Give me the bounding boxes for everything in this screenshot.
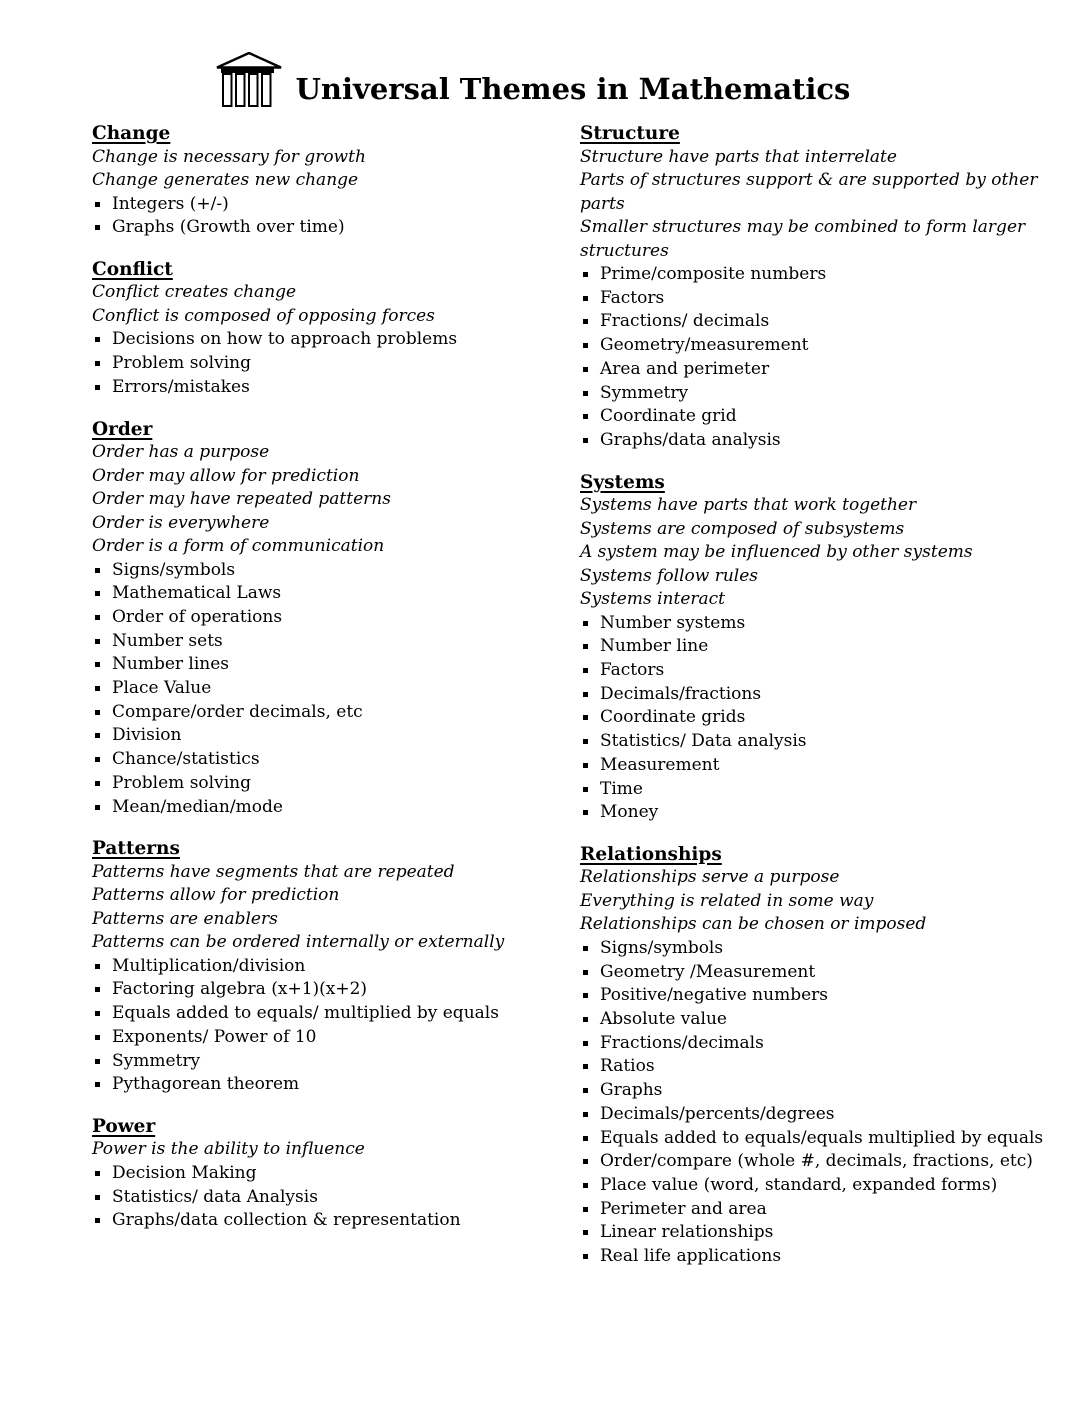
section-heading: Power bbox=[92, 1115, 156, 1137]
bullet-item: Order/compare (whole #, decimals, fractions, etc) bbox=[580, 1150, 1050, 1174]
bullet-item: Money bbox=[580, 801, 1050, 825]
bullet-item: Statistics/ data Analysis bbox=[92, 1186, 580, 1210]
bullet-item: Graphs/data analysis bbox=[580, 429, 1050, 453]
section-heading: Systems bbox=[580, 471, 665, 493]
section-patterns bbox=[92, 837, 580, 1097]
bullet-item: Prime/composite numbers bbox=[580, 263, 1050, 287]
bullet-list bbox=[580, 937, 1050, 1269]
bullet-list bbox=[92, 955, 580, 1097]
theme-statement: A system may be influenced by other systems bbox=[580, 542, 973, 563]
bullet-item: Order of operations bbox=[92, 606, 580, 630]
left-column bbox=[92, 122, 580, 1287]
section-relationships bbox=[580, 843, 1050, 1269]
section-conflict bbox=[92, 258, 580, 400]
theme-statement: Change generates new change bbox=[92, 170, 359, 190]
section-heading: Conflict bbox=[92, 258, 173, 280]
bullet-item: Mathematical Laws bbox=[92, 582, 580, 606]
bullet-item: Decisions on how to approach problems bbox=[92, 328, 580, 352]
bullet-item: Graphs/data collection & representation bbox=[92, 1209, 580, 1233]
bullet-item: Linear relationships bbox=[580, 1221, 1050, 1245]
bullet-item: Graphs (Growth over time) bbox=[92, 216, 580, 240]
bullet-list bbox=[92, 193, 580, 240]
bullet-list bbox=[92, 559, 580, 820]
section-heading: Change bbox=[92, 123, 171, 144]
bullet-item: Place Value bbox=[92, 677, 580, 701]
bullet-item: Number systems bbox=[580, 612, 1050, 636]
theme-statement: Smaller structures may be combined to form larger structures bbox=[580, 217, 1026, 261]
bullet-item: Number lines bbox=[92, 653, 580, 677]
section-power bbox=[92, 1115, 580, 1233]
theme-statement: Order has a purpose bbox=[92, 442, 270, 463]
bullet-item: Coordinate grids bbox=[580, 706, 1050, 730]
theme-statement: Systems interact bbox=[580, 589, 726, 610]
theme-statement: Relationships can be chosen or imposed bbox=[580, 914, 927, 935]
bullet-item: Geometry /Measurement bbox=[580, 961, 1050, 985]
bullet-item: Factors bbox=[580, 659, 1050, 683]
bullet-item: Compare/order decimals, etc bbox=[92, 701, 580, 725]
bullet-item: Number line bbox=[580, 635, 1050, 659]
section-heading: Patterns bbox=[92, 838, 180, 860]
theme-statement: Systems have parts that work together bbox=[580, 495, 917, 516]
bullet-item: Time bbox=[580, 778, 1050, 802]
bullet-item: Pythagorean theorem bbox=[92, 1073, 580, 1097]
bullet-item: Decimals/fractions bbox=[580, 683, 1050, 707]
bullet-list bbox=[92, 1162, 580, 1233]
bullet-item: Symmetry bbox=[92, 1050, 580, 1074]
theme-statement: Structure have parts that interrelate bbox=[580, 146, 897, 167]
bullet-item: Statistics/ Data analysis bbox=[580, 730, 1050, 754]
bullet-item: Problem solving bbox=[92, 352, 580, 376]
bullet-item: Equals added to equals/equals multiplied by equals bbox=[580, 1127, 1050, 1151]
bullet-item: Real life applications bbox=[580, 1245, 1050, 1269]
two-column-layout bbox=[92, 122, 1088, 1287]
bullet-item: Multiplication/division bbox=[92, 955, 580, 979]
document-header bbox=[72, 50, 992, 108]
bullet-item: Fractions/ decimals bbox=[580, 310, 1050, 334]
theme-statement: Change is necessary for growth bbox=[92, 146, 366, 167]
theme-statement: Power is the ability to influence bbox=[92, 1139, 365, 1160]
bullet-item: Signs/symbols bbox=[92, 559, 580, 583]
bullet-item: Division bbox=[92, 724, 580, 748]
bullet-item: Chance/statistics bbox=[92, 748, 580, 772]
bullet-list bbox=[580, 263, 1050, 453]
theme-statement: Systems are composed of subsystems bbox=[580, 518, 905, 539]
bullet-item: Problem solving bbox=[92, 772, 580, 796]
bullet-item: Ratios bbox=[580, 1055, 1050, 1079]
bullet-item: Decision Making bbox=[92, 1162, 580, 1186]
section-order bbox=[92, 418, 580, 820]
bullet-item: Geometry/measurement bbox=[580, 334, 1050, 358]
theme-statement: Patterns can be ordered internally or externally bbox=[92, 932, 505, 953]
bullet-item: Errors/mistakes bbox=[92, 376, 580, 400]
theme-statement: Patterns have segments that are repeated bbox=[92, 861, 455, 882]
theme-statement: Order is everywhere bbox=[92, 512, 270, 533]
bullet-item: Mean/median/mode bbox=[92, 796, 580, 820]
bullet-item: Factors bbox=[580, 287, 1050, 311]
bullet-item: Perimeter and area bbox=[580, 1198, 1050, 1222]
bullet-item: Graphs bbox=[580, 1079, 1050, 1103]
bullet-item: Positive/negative numbers bbox=[580, 984, 1050, 1008]
bullet-item: Exponents/ Power of 10 bbox=[92, 1026, 580, 1050]
section-structure bbox=[580, 122, 1050, 453]
bullet-item: Integers (+/-) bbox=[92, 193, 580, 217]
section-heading: Relationships bbox=[580, 843, 722, 865]
section-heading: Structure bbox=[580, 123, 680, 144]
bullet-item: Number sets bbox=[92, 630, 580, 654]
theme-statement: Order may have repeated patterns bbox=[92, 489, 391, 510]
theme-statement: Systems follow rules bbox=[580, 565, 759, 586]
bullet-list bbox=[580, 612, 1050, 825]
temple-icon bbox=[214, 52, 284, 108]
bullet-item: Fractions/decimals bbox=[580, 1032, 1050, 1056]
right-column bbox=[580, 122, 1050, 1287]
bullet-item: Symmetry bbox=[580, 382, 1050, 406]
theme-statement: Everything is related in some way bbox=[580, 890, 874, 911]
section-change bbox=[92, 122, 580, 240]
bullet-item: Decimals/percents/degrees bbox=[580, 1103, 1050, 1127]
bullet-item: Place value (word, standard, expanded forms) bbox=[580, 1174, 1050, 1198]
bullet-item: Absolute value bbox=[580, 1008, 1050, 1032]
theme-statement: Order may allow for prediction bbox=[92, 465, 360, 486]
bullet-item: Coordinate grid bbox=[580, 405, 1050, 429]
theme-statement: Relationships serve a purpose bbox=[580, 867, 840, 888]
bullet-list bbox=[92, 328, 580, 399]
bullet-item: Signs/symbols bbox=[580, 937, 1050, 961]
bullet-item: Area and perimeter bbox=[580, 358, 1050, 382]
theme-statement: Patterns allow for prediction bbox=[92, 885, 340, 906]
bullet-item: Equals added to equals/ multiplied by equals bbox=[92, 1002, 580, 1026]
theme-statement: Parts of structures support & are supported by other parts bbox=[580, 170, 1038, 214]
theme-statement: Conflict is composed of opposing forces bbox=[92, 305, 435, 326]
page-title: Universal Themes in Mathematics bbox=[295, 72, 851, 107]
section-heading: Order bbox=[92, 418, 153, 440]
bullet-item: Factoring algebra (x+1)(x+2) bbox=[92, 978, 580, 1002]
section-systems bbox=[580, 471, 1050, 825]
bullet-item: Measurement bbox=[580, 754, 1050, 778]
theme-statement: Conflict creates change bbox=[92, 282, 297, 303]
theme-statement: Patterns are enablers bbox=[92, 908, 278, 929]
theme-statement: Order is a form of communication bbox=[92, 536, 385, 557]
